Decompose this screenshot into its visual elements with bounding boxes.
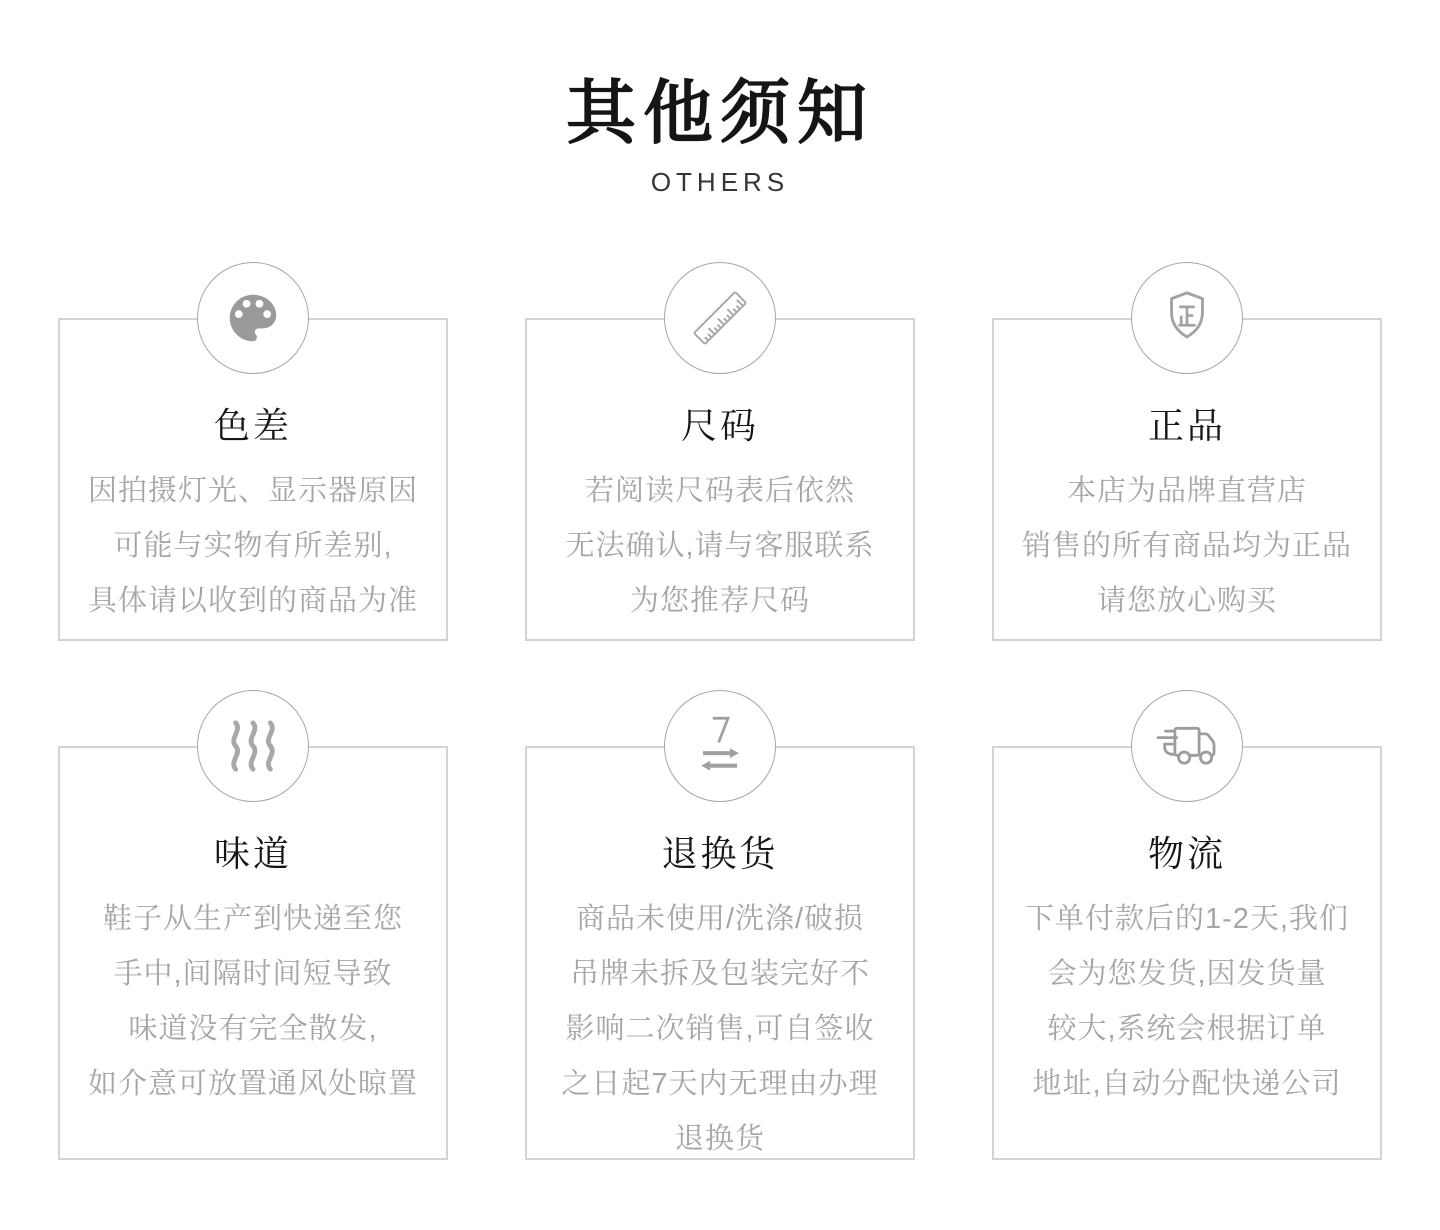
steam-icon — [226, 715, 280, 777]
card-title: 物流 — [1147, 832, 1226, 874]
card-text — [60, 892, 446, 1112]
return-exchange-icon — [691, 712, 749, 780]
card-text-line: 手中,间隔时间短导致 — [113, 957, 393, 990]
card-text-line: 下单付款后的1-2天,我们 — [1025, 902, 1349, 935]
card-text — [527, 892, 913, 1167]
icon-circle — [197, 262, 309, 374]
card-text — [527, 464, 913, 629]
card-title: 退换货 — [661, 832, 779, 874]
card-text-line: 请您放心购买 — [1096, 584, 1277, 617]
card-text-line: 退换货 — [674, 1122, 765, 1155]
card-text-line: 会为您发货,因发货量 — [1047, 957, 1327, 990]
card-text-line: 之日起7天内无理由办理 — [561, 1067, 879, 1100]
ruler-icon — [688, 286, 752, 350]
authentic-shield-icon — [1157, 288, 1217, 348]
icon-circle — [1131, 262, 1243, 374]
card-text-line: 吊牌未拆及包装完好不 — [569, 957, 870, 990]
card-text-line: 无法确认,请与客服联系 — [565, 529, 875, 562]
card-text-line: 若阅读尺码表后依然 — [584, 474, 855, 507]
card-text-line: 较大,系统会根据订单 — [1047, 1012, 1327, 1045]
icon-circle — [664, 262, 776, 374]
icon-circle — [1131, 690, 1243, 802]
card-title: 色差 — [213, 404, 292, 446]
card-text-line: 为您推荐尺码 — [629, 584, 810, 617]
card-title: 味道 — [213, 832, 292, 874]
icon-circle — [664, 690, 776, 802]
card-text — [994, 464, 1380, 629]
delivery-truck-icon — [1153, 719, 1221, 773]
notice-card-size — [525, 262, 915, 641]
card-text-line: 如介意可放置通风处晾置 — [87, 1067, 418, 1100]
card-text-line: 味道没有完全散发, — [128, 1012, 378, 1045]
notice-card-box — [525, 746, 915, 1160]
notice-card-smell — [58, 690, 448, 1160]
card-text-line: 因拍摄灯光、显示器原因 — [87, 474, 418, 507]
notice-card-color-difference — [58, 262, 448, 641]
card-title: 正品 — [1147, 404, 1226, 446]
card-text-line: 本店为品牌直营店 — [1066, 474, 1307, 507]
card-text-line: 销售的所有商品均为正品 — [1021, 529, 1352, 562]
card-text-line: 具体请以收到的商品为准 — [87, 584, 418, 617]
notice-card-authentic — [992, 262, 1382, 641]
card-title: 尺码 — [680, 404, 759, 446]
card-text — [60, 464, 446, 629]
notice-card-box — [992, 746, 1382, 1160]
page-title: 其他须知 — [566, 74, 874, 152]
notice-card-box — [58, 746, 448, 1160]
card-text — [994, 892, 1380, 1112]
page-subtitle: OTHERS — [650, 167, 790, 197]
notice-card-returns — [525, 690, 915, 1160]
icon-circle — [197, 690, 309, 802]
palette-icon — [222, 287, 284, 349]
page-header — [0, 0, 1440, 198]
card-text-line: 鞋子从生产到快递至您 — [102, 902, 403, 935]
card-text-line: 地址,自动分配快递公司 — [1032, 1067, 1342, 1100]
card-text-line: 商品未使用/洗涤/破损 — [575, 902, 865, 935]
card-text-line: 影响二次销售,可自签收 — [565, 1012, 875, 1045]
card-text-line: 可能与实物有所差别, — [113, 529, 393, 562]
notice-card-logistics — [992, 690, 1382, 1160]
notice-grid — [58, 262, 1382, 1160]
